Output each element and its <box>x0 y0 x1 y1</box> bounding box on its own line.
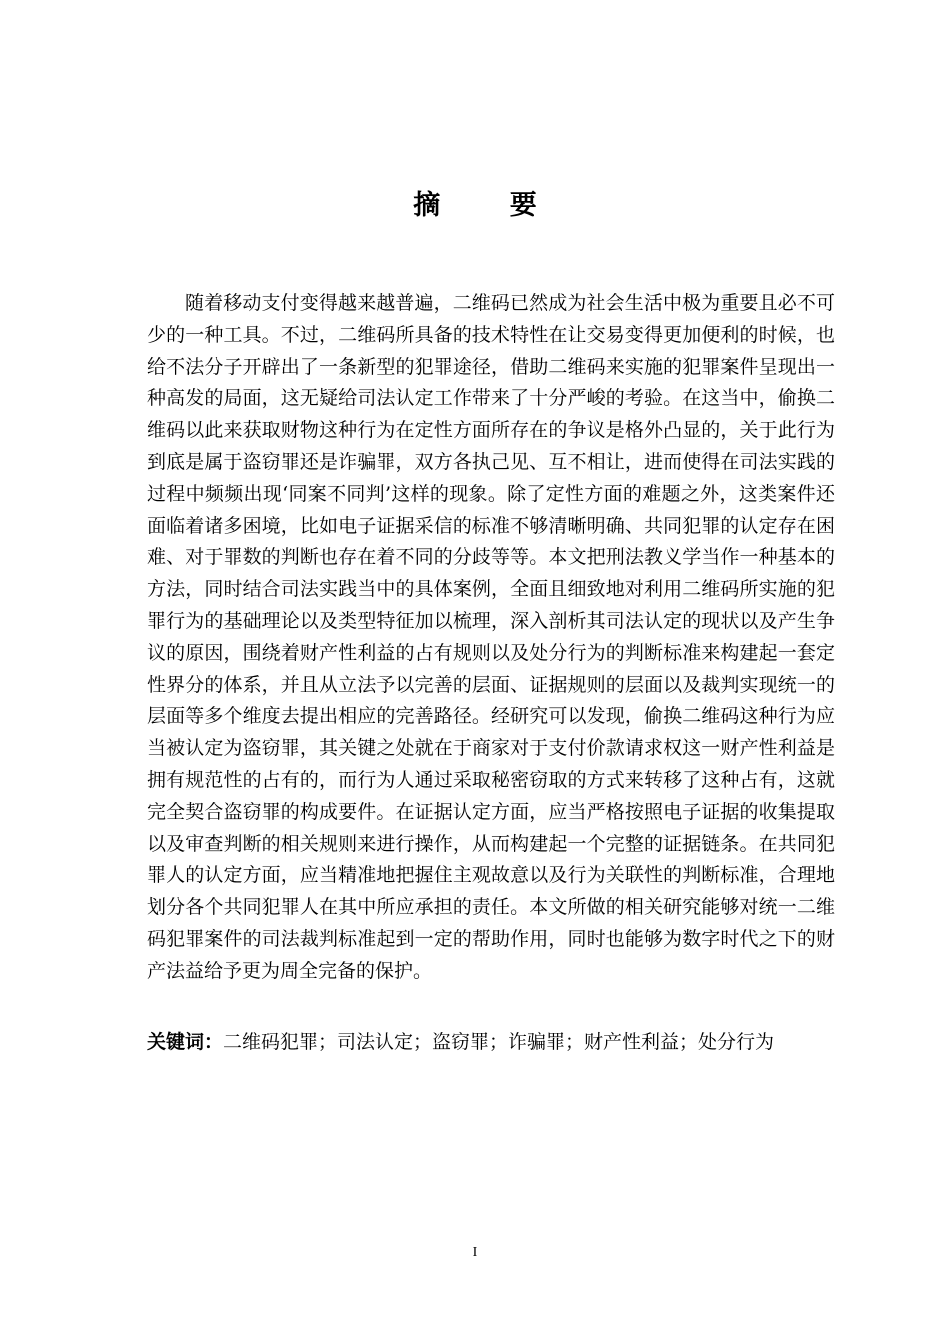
keywords-text: 二维码犯罪；司法认定；盗窃罪；诈骗罪；财产性利益；处分行为 <box>223 1031 775 1053</box>
abstract-title: 摘 要 <box>413 190 567 221</box>
keywords-line <box>147 1027 835 1058</box>
abstract-paragraph: 随着移动支付变得越来越普遍，二维码已然成为社会生活中极为重要且必不可少的一种工具。不过，二维码所具备的技术特性在让交易变得更加便利的时候，也给不法分子开辟出了一条新型的犯罪途径，借助二维码来实施的犯罪案件呈现出一种高发的局面，这无疑给司法认定工作带来了十分严峻的考验。在这当中，偷换二维码以此来获取财物这种行为在定性方面所存在的争议是格外凸显的，关于此行为到底是属于盗窃罪还是诈骗罪，双方各执己见、互不相让，进而使得在司法实践的过程中频频出现‘同案不同判’这样的现象。除了定性方面的难题之外，这类案件还面临着诸多困境，比如电子证据采信的标准不够清晰明确、共同犯罪的认定存在困难、对于罪数的判断也存在着不同的分歧等等。本文把刑法教义学当作一种基本的方法，同时结合司法实践当中的具体案例，全面且细致地对利用二维码所实施的犯罪行为的基础理论以及类型特征加以梳理，深入剖析其司法认定的现状以及产生争议的原因，围绕着财产性利益的占有规则以及处分行为的判断标准来构建起一套定性界分的体系，并且从立法予以完善的层面、证据规则的层面以及裁判实现统一的层面等多个维度去提出相应的完善路径。经研究可以发现，偷换二维码这种行为应当被认定为盗窃罪，其关键之处就在于商家对于支付价款请求权这一财产性利益是拥有规范性的占有的，而行为人通过采取秘密窃取的方式来转移了这种占有，这就完全契合盗窃罪的构成要件。在证据认定方面，应当严格按照电子证据的收集提取以及审查判断的相关规则来进行操作，从而构建起一个完整的证据链条。在共同犯罪人的认定方面，应当精准地把握住主观故意以及行为关联性的判断标准，合理地划分各个共同犯罪人在其中所应承担的责任。本文所做的相关研究能够对统一二维码犯罪案件的司法裁判标准起到一定的帮助作用，同时也能够为数字时代之下的财产法益给予更为周全完备的保护。 <box>147 292 835 982</box>
page-number: I <box>472 1245 478 1260</box>
keywords-label: 关键词： <box>147 1031 224 1053</box>
